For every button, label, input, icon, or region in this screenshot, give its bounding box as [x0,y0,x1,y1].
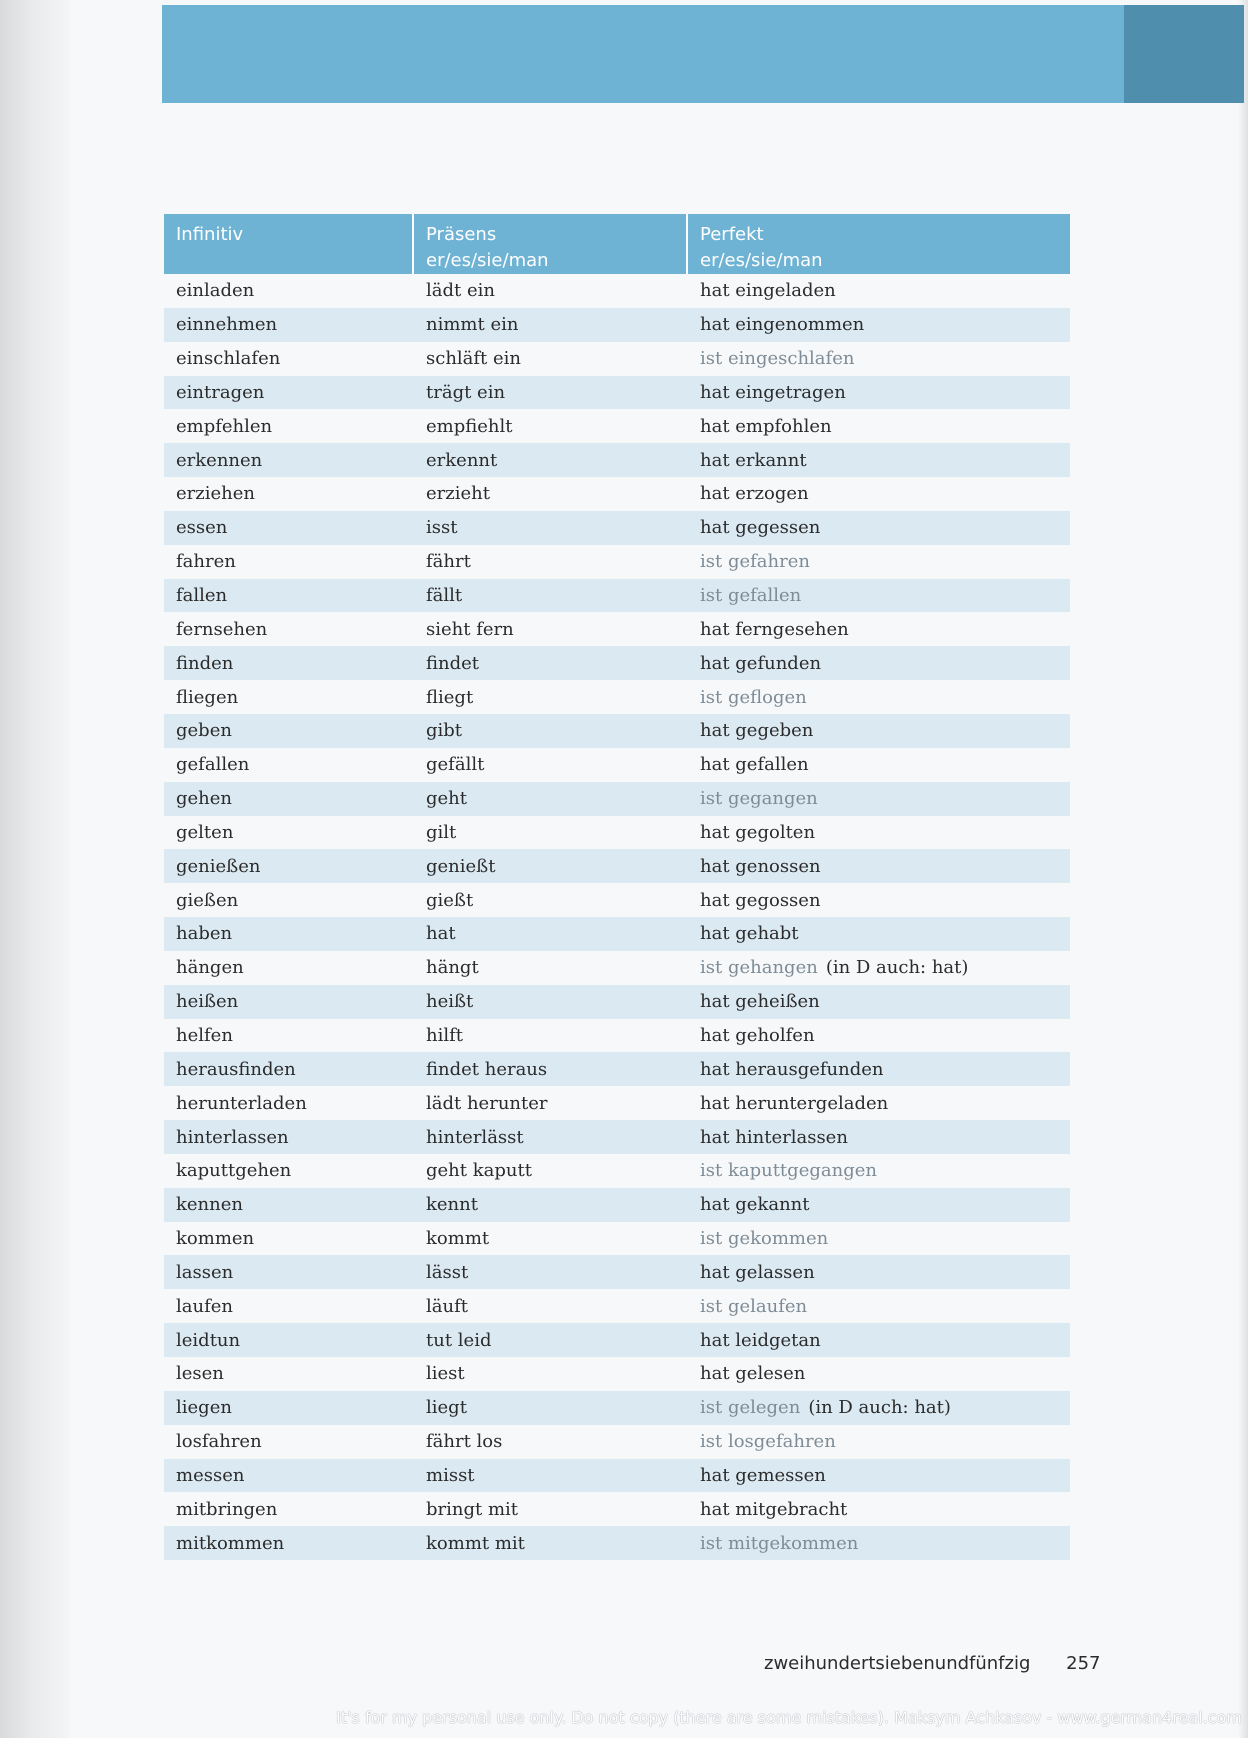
perfekt-form: hat gegessen [700,517,821,539]
cell-infinitiv: fahren [176,551,236,573]
cell-infinitiv: empfehlen [176,415,273,437]
cell-praesens: genießt [426,855,496,877]
header-infinitiv [164,214,414,274]
cell-perfekt [688,1499,1070,1520]
perfekt-form: hat gelassen [700,1261,815,1283]
cell-praesens: fällt [426,585,463,607]
cell-praesens: gefällt [426,754,485,776]
cell-infinitiv: losfahren [176,1431,262,1453]
cell-infinitiv: fernsehen [176,618,268,640]
cell-perfekt [688,754,1070,775]
perfekt-form: hat gekannt [700,1194,810,1216]
perfekt-form: hat eingetragen [700,381,846,403]
cell-praesens: misst [426,1464,475,1486]
table-row [164,1425,1070,1459]
cell-perfekt [688,1127,1070,1148]
cell-perfekt [688,483,1070,504]
perfekt-form: hat genossen [700,855,821,877]
table-row [164,1154,1070,1188]
cell-praesens: kommt [426,1228,490,1250]
cell-infinitiv: einnehmen [176,314,278,336]
table-row [164,680,1070,714]
perfekt-form: hat eingeladen [700,280,836,302]
cell-perfekt [688,450,1070,471]
cell-praesens: hinterlässt [426,1126,524,1148]
cell-infinitiv: mitbringen [176,1498,278,1520]
header-perfekt [688,214,1070,274]
cell-perfekt [688,619,1070,640]
header-praesens-sub: er/es/sie/man [426,250,549,271]
table-row [164,985,1070,1019]
cell-perfekt [688,720,1070,741]
cell-infinitiv: fliegen [176,686,239,708]
table-row [164,274,1070,308]
perfekt-form: hat heruntergeladen [700,1092,889,1114]
cell-praesens: lässt [426,1261,469,1283]
table-row [164,1188,1070,1222]
cell-perfekt [688,856,1070,877]
cell-praesens: liegt [426,1397,467,1419]
perfekt-form: ist gefallen [700,585,802,607]
perfekt-form: ist gelegen [700,1397,801,1419]
cell-praesens: lädt ein [426,280,495,302]
cell-perfekt [688,1194,1070,1215]
cell-infinitiv: mitkommen [176,1532,285,1554]
cell-infinitiv: leidtun [176,1329,241,1351]
perfekt-note: (in D auch: hat) [808,1397,951,1419]
cell-perfekt [688,991,1070,1012]
cell-infinitiv: geben [176,720,232,742]
cell-perfekt [688,1059,1070,1080]
table-row [164,646,1070,680]
table-row [164,443,1070,477]
cell-perfekt [688,1363,1070,1384]
perfekt-form: hat erzogen [700,483,809,505]
cell-perfekt [688,1262,1070,1283]
cell-praesens: trägt ein [426,381,506,403]
perfekt-form: hat ferngesehen [700,618,849,640]
table-row [164,1289,1070,1323]
cell-perfekt [688,788,1070,809]
perfekt-form: hat gemessen [700,1464,826,1486]
cell-infinitiv: fallen [176,585,228,607]
header-praesens-label: Präsens [426,224,497,245]
cell-praesens: erkennt [426,449,498,471]
header-praesens [414,214,688,274]
cell-infinitiv: herausfinden [176,1058,296,1080]
book-spine-shadow [0,0,70,1738]
perfekt-form: ist losgefahren [700,1431,836,1453]
cell-infinitiv: einschlafen [176,348,281,370]
cell-praesens: findet heraus [426,1058,548,1080]
cell-perfekt [688,822,1070,843]
perfekt-form: ist gekommen [700,1228,829,1250]
cell-praesens: erzieht [426,483,490,505]
perfekt-form: hat gegolten [700,821,816,843]
cell-praesens: fährt [426,551,471,573]
perfekt-form: hat herausgefunden [700,1058,884,1080]
cell-infinitiv: gehen [176,788,233,810]
cell-perfekt [688,1025,1070,1046]
cell-perfekt [688,687,1070,708]
perfekt-form: hat gelesen [700,1363,806,1385]
cell-perfekt [688,1330,1070,1351]
cell-perfekt [688,890,1070,911]
cell-praesens: lädt herunter [426,1092,548,1114]
page-number-word: zweihundertsiebenundfünfzig [764,1653,1031,1674]
table-row [164,342,1070,376]
header-color-band [162,5,1124,103]
cell-infinitiv: gefallen [176,754,250,776]
table-row [164,1357,1070,1391]
cell-perfekt [688,1465,1070,1486]
perfekt-form: ist geflogen [700,686,807,708]
cell-praesens: schläft ein [426,348,522,370]
perfekt-form: hat gegossen [700,889,821,911]
cell-infinitiv: genießen [176,855,261,877]
table-row [164,1459,1070,1493]
table-row [164,883,1070,917]
page-number: 257 [1066,1653,1101,1674]
cell-praesens: geht [426,788,468,810]
perfekt-form: ist eingeschlafen [700,348,855,370]
cell-praesens: gießt [426,889,474,911]
cell-infinitiv: messen [176,1464,245,1486]
cell-perfekt [688,923,1070,944]
perfekt-form: hat mitgebracht [700,1498,848,1520]
cell-infinitiv: helfen [176,1024,233,1046]
perfekt-form: hat gefallen [700,754,809,776]
perfekt-form: hat erkannt [700,449,807,471]
table-row [164,1323,1070,1357]
table-row [164,849,1070,883]
perfekt-form: hat eingenommen [700,314,865,336]
cell-perfekt [688,1397,1070,1418]
cell-perfekt [688,957,1070,978]
cell-praesens: hängt [426,957,479,979]
cell-praesens: gilt [426,821,457,843]
cell-perfekt [688,348,1070,369]
table-row [164,1019,1070,1053]
table-row [164,1086,1070,1120]
cell-infinitiv: erziehen [176,483,255,505]
cell-infinitiv: gießen [176,889,239,911]
cell-infinitiv: herunterladen [176,1092,307,1114]
cell-infinitiv: lesen [176,1363,224,1385]
perfekt-form: ist gegangen [700,788,818,810]
perfekt-form: hat gefunden [700,652,822,674]
cell-infinitiv: heißen [176,991,239,1013]
table-row [164,1222,1070,1256]
table-row [164,917,1070,951]
cell-praesens: nimmt ein [426,314,519,336]
cell-praesens: hilft [426,1024,464,1046]
perfekt-form: hat geheißen [700,991,820,1013]
perfekt-form: hat leidgetan [700,1329,821,1351]
cell-infinitiv: erkennen [176,449,263,471]
cell-infinitiv: lassen [176,1261,234,1283]
table-row [164,1391,1070,1425]
cell-praesens: sieht fern [426,618,514,640]
cell-praesens: läuft [426,1295,468,1317]
table-row [164,511,1070,545]
table-row [164,612,1070,646]
cell-praesens: fliegt [426,686,474,708]
cell-praesens: kennt [426,1194,478,1216]
cell-infinitiv: kennen [176,1194,243,1216]
cell-praesens: hat [426,923,456,945]
cell-perfekt [688,653,1070,674]
table-row [164,1255,1070,1289]
cell-infinitiv: eintragen [176,381,265,403]
cell-praesens: findet [426,652,480,674]
table-row [164,951,1070,985]
cell-infinitiv: essen [176,517,228,539]
table-row [164,1052,1070,1086]
perfekt-form: hat geholfen [700,1024,815,1046]
cell-perfekt [688,1431,1070,1452]
cell-perfekt [688,314,1070,335]
verb-table [164,214,1070,1560]
cell-perfekt [688,1160,1070,1181]
perfekt-form: ist mitgekommen [700,1532,859,1554]
perfekt-note: (in D auch: hat) [825,957,969,979]
table-body [164,274,1070,1560]
cell-praesens: fährt los [426,1431,503,1453]
cell-infinitiv: laufen [176,1295,233,1317]
cell-praesens: empfiehlt [426,415,513,437]
cell-perfekt [688,585,1070,606]
cell-praesens: geht kaputt [426,1160,532,1182]
perfekt-form: ist gehangen [700,957,818,979]
header-perfekt-label: Perfekt [700,224,764,245]
cell-infinitiv: kommen [176,1228,255,1250]
cell-infinitiv: finden [176,652,234,674]
cell-praesens: liest [426,1363,465,1385]
perfekt-form: ist gefahren [700,551,810,573]
cell-perfekt [688,382,1070,403]
cell-perfekt [688,280,1070,301]
perfekt-form: hat gehabt [700,923,799,945]
table-row [164,714,1070,748]
cell-praesens: isst [426,517,458,539]
table-header [164,214,1070,274]
cell-praesens: bringt mit [426,1498,519,1520]
cell-perfekt [688,517,1070,538]
table-row [164,1492,1070,1526]
cell-infinitiv: kaputtgehen [176,1160,292,1182]
perfekt-form: hat empfohlen [700,415,832,437]
header-color-band-accent [1124,5,1244,103]
perfekt-form: hat gegeben [700,720,814,742]
cell-perfekt [688,1228,1070,1249]
perfekt-form: ist gelaufen [700,1295,808,1317]
cell-infinitiv: gelten [176,821,234,843]
table-row [164,782,1070,816]
cell-infinitiv: einladen [176,280,255,302]
cell-perfekt [688,416,1070,437]
perfekt-form: hat hinterlassen [700,1126,848,1148]
table-row [164,545,1070,579]
table-row [164,409,1070,443]
table-row [164,748,1070,782]
cell-perfekt [688,1296,1070,1317]
cell-praesens: kommt mit [426,1532,525,1554]
cell-praesens: gibt [426,720,463,742]
table-row [164,376,1070,410]
page-edge-shadow [1238,0,1248,1738]
cell-infinitiv: liegen [176,1397,232,1419]
table-row [164,477,1070,511]
cell-perfekt [688,1533,1070,1554]
cell-infinitiv: hinterlassen [176,1126,289,1148]
table-row [164,308,1070,342]
cell-infinitiv: haben [176,923,233,945]
cell-praesens: tut leid [426,1329,492,1351]
table-row [164,1526,1070,1560]
perfekt-form: ist kaputtgegangen [700,1160,877,1182]
cell-praesens: heißt [426,991,474,1013]
table-row [164,1120,1070,1154]
table-row [164,579,1070,613]
cell-infinitiv: hängen [176,957,244,979]
watermark-text: It's for my personal use only. Do not copy (there are some mistakes). Maksym Achkasov - www.german4real.com [336,1708,1242,1727]
page-footer [764,1653,1101,1674]
cell-perfekt [688,1093,1070,1114]
table-row [164,816,1070,850]
cell-perfekt [688,551,1070,572]
header-infinitiv-label: Infinitiv [176,224,244,245]
header-perfekt-sub: er/es/sie/man [700,250,823,271]
